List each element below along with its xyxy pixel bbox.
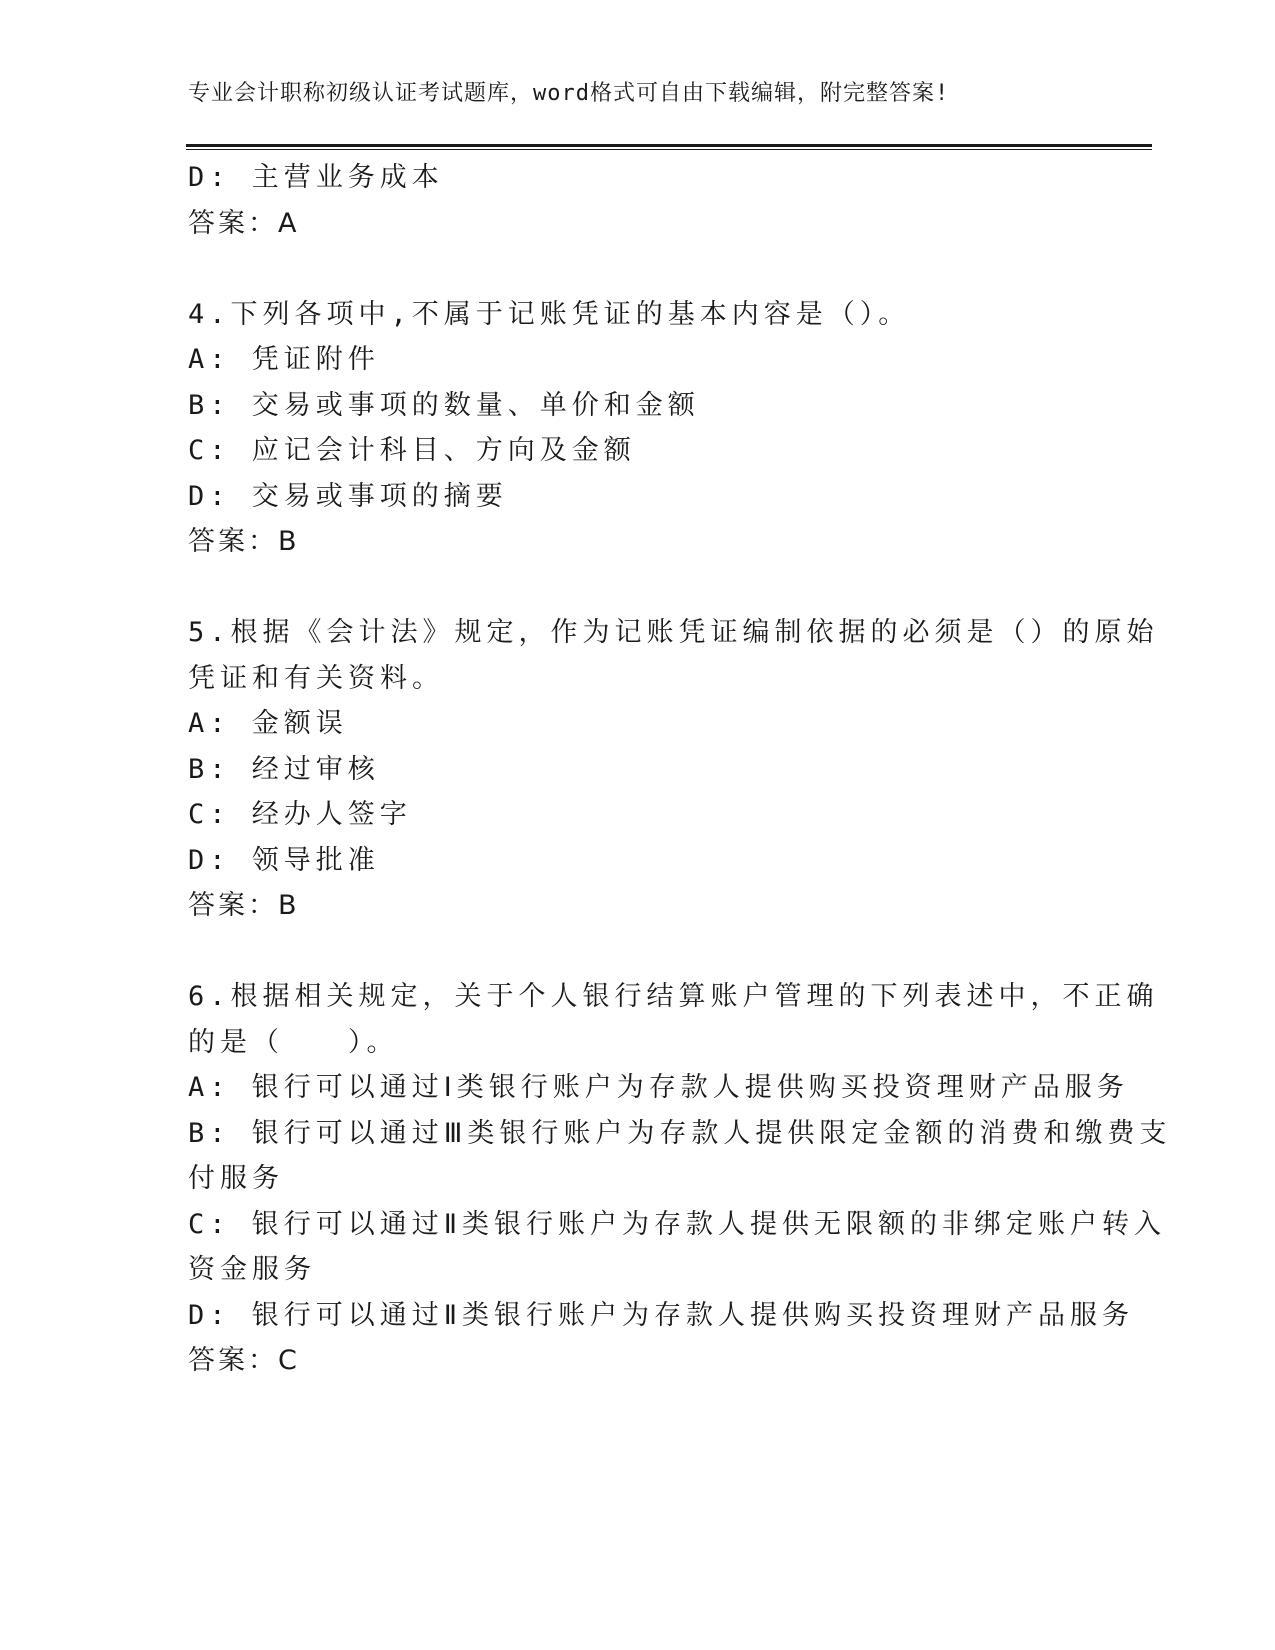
page-header: 专业会计职称初级认证考试题库，word格式可自由下载编辑，附完整答案!	[188, 81, 950, 106]
q5-option-b: B: 经过审核	[188, 753, 380, 785]
q6-option-c-line-2: 资金服务	[188, 1254, 316, 1285]
document-body	[188, 155, 1172, 1384]
header-rule-thick	[186, 144, 1152, 147]
question-4	[188, 292, 1088, 565]
q6-option-b-line-2: 付服务	[188, 1163, 284, 1194]
q6-option-a: A: 银行可以通过Ⅰ类银行账户为存款人提供购买投资理财产品服务	[188, 1072, 1129, 1103]
q6-option-c-line-1: C: 银行可以通过Ⅱ类银行账户为存款人提供无限额的非绑定账户转入	[188, 1208, 1167, 1240]
q4-answer: 答案：B	[188, 526, 300, 557]
q5-answer: 答案：B	[188, 890, 300, 921]
q5-option-a: A: 金额误	[188, 708, 348, 739]
q4-stem: 4.下列各项中,不属于记账凭证的基本内容是（）。	[188, 298, 911, 330]
q6-option-d: D: 银行可以通过Ⅱ类银行账户为存款人提供购买投资理财产品服务	[188, 1299, 1135, 1331]
q6-stem-line-2: 的是（ ）。	[188, 1026, 399, 1058]
q5-option-c: C: 经办人签字	[188, 799, 412, 830]
q5-stem-line-1: 5.根据《会计法》规定，作为记账凭证编制依据的必须是（）的原始	[188, 617, 1159, 648]
q5-stem-line-2: 凭证和有关资料。	[188, 662, 444, 694]
q5-option-d: D: 领导批准	[188, 844, 380, 876]
question-3-tail	[188, 155, 1088, 246]
q4-option-a: A: 凭证附件	[188, 344, 380, 375]
question-6	[188, 974, 1172, 1384]
q3-answer: 答案：A	[188, 207, 300, 239]
q6-stem-line-1: 6.根据相关规定，关于个人银行结算账户管理的下列表述中，不正确	[188, 981, 1159, 1012]
question-5	[188, 610, 1159, 929]
q4-option-b: B: 交易或事项的数量、单价和金额	[188, 389, 700, 421]
q4-option-c: C: 应记会计科目、方向及金额	[188, 435, 636, 466]
q6-answer: 答案：C	[188, 1345, 300, 1376]
q3-option-d: D: 主营业务成本	[188, 162, 444, 193]
header-rule-thin	[186, 149, 1152, 150]
q6-option-b-line-1: B: 银行可以通过Ⅲ类银行账户为存款人提供限定金额的消费和缴费支	[188, 1117, 1172, 1149]
q4-option-d: D: 交易或事项的摘要	[188, 480, 508, 512]
